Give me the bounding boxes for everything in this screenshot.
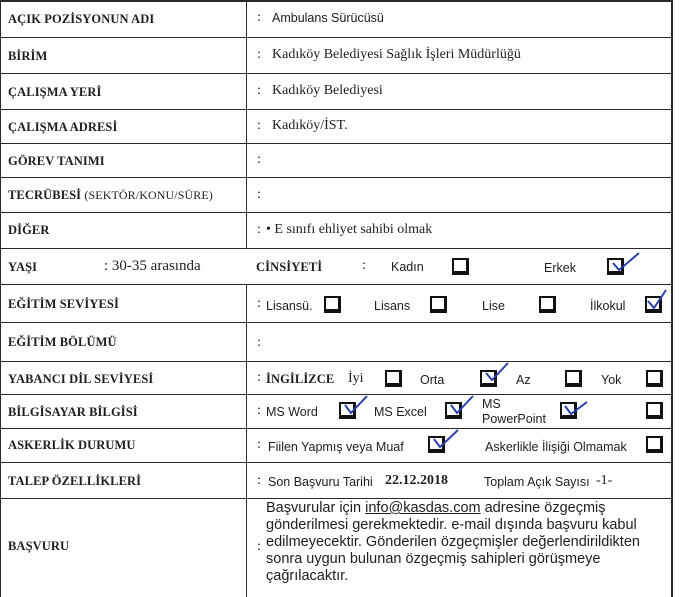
row-askerlik	[0, 429, 672, 463]
row-bilgisayar	[0, 395, 672, 429]
birim-label: BİRİM	[8, 49, 48, 63]
tecrubesi-main: TECRÜBESİ	[8, 188, 82, 202]
dil-colon: :	[257, 370, 261, 385]
ms-powerpoint-line1: MS	[482, 397, 501, 411]
ms-word-label: MS Word	[266, 405, 318, 419]
row-birim	[0, 38, 672, 74]
other-software-checkbox[interactable]	[646, 402, 663, 419]
row-tecrubesi	[0, 178, 672, 213]
tecrubesi-sublabel: (SEKTÖR/KONU/SÜRE)	[84, 188, 213, 202]
basvuru-line-1	[266, 500, 666, 517]
column-divider-bottom	[246, 285, 247, 597]
row-pozisyon	[0, 0, 672, 38]
basvuru-line1-post: adresine özgeçmiş	[480, 500, 606, 516]
row-yasi	[0, 249, 672, 285]
calisma-adresi-colon: :	[257, 118, 261, 133]
diger-colon: :	[257, 222, 261, 237]
row-talep	[0, 463, 672, 499]
ilkokul-checkmark-icon	[646, 288, 668, 310]
acik-sayi-label: Toplam Açık Sayısı	[484, 475, 590, 489]
basvuru-line-4: sonra uygun bulunan özgeçmiş sahipleri görüşmeye	[266, 551, 601, 567]
lise-checkbox[interactable]	[539, 296, 556, 313]
yok-checkbox[interactable]	[646, 370, 663, 387]
talep-label: TALEP ÖZELLİKLERİ	[8, 474, 142, 488]
orta-label: Orta	[420, 373, 445, 387]
diger-value: • E sınıfı ehliyet sahibi olmak	[266, 222, 433, 237]
basvuru-line1-pre: Başvurular için	[266, 500, 366, 516]
calisma-adresi-value: Kadıköy/İST.	[272, 118, 348, 133]
row-calisma-adresi	[0, 110, 672, 144]
bolum-label: EĞİTİM BÖLÜMÜ	[8, 335, 117, 349]
row-diger	[0, 213, 672, 249]
bilgisayar-colon: :	[257, 403, 261, 418]
lisans-checkbox[interactable]	[430, 296, 447, 313]
kadin-label: Kadın	[391, 260, 424, 274]
basvuru-label: BAŞVURU	[8, 539, 70, 553]
gorev-tanimi-colon: :	[257, 152, 261, 167]
ms-powerpoint-checkmark-icon	[563, 397, 589, 417]
row-egitim-bolumu	[0, 323, 672, 362]
tecrubesi-label	[8, 188, 213, 203]
askerlik-colon: :	[257, 437, 261, 452]
lise-label: Lise	[482, 299, 505, 313]
pozisyon-label: AÇIK POZİSYONUN ADI	[8, 12, 155, 26]
son-basvuru-value: 22.12.2018	[385, 473, 448, 488]
lisans-label: Lisans	[374, 299, 411, 313]
diger-label: DİĞER	[8, 223, 50, 237]
yasi-label: YAŞI	[8, 260, 38, 274]
ms-word-checkmark-icon	[343, 395, 369, 415]
row-egitim	[0, 285, 672, 323]
basvuru-line-5: çağrılacaktır.	[266, 568, 349, 584]
dil-adi: İNGİLİZCE	[266, 372, 335, 386]
calisma-yeri-colon: :	[257, 83, 261, 98]
fiilen-yapmis-checkmark-icon	[432, 429, 460, 449]
basvuru-line-3: edilmeyecektir. Gönderilen özgeçmişler değerlendirildikten	[266, 534, 640, 550]
az-checkbox[interactable]	[565, 370, 582, 387]
ms-excel-label: MS Excel	[374, 405, 427, 419]
basvuru-colon: :	[257, 539, 261, 554]
dil-label: YABANCI DİL SEVİYESİ	[8, 372, 154, 386]
cinsiyet-label: CİNSİYETİ	[256, 260, 323, 274]
pozisyon-value: Ambulans Sürücüsü	[272, 11, 384, 25]
ilkokul-label: İlkokul	[590, 299, 626, 313]
yasi-value: : 30-35 arasında	[104, 258, 201, 274]
calisma-yeri-label: ÇALIŞMA YERİ	[8, 85, 102, 99]
lisansu-label: Lisansü.	[266, 299, 313, 313]
column-divider-top	[246, 0, 247, 249]
pozisyon-colon: :	[257, 10, 261, 25]
az-label: Az	[516, 373, 531, 387]
erkek-checkmark-icon	[611, 251, 641, 273]
talep-colon: :	[257, 473, 261, 488]
cinsiyet-colon: :	[362, 258, 366, 273]
ms-powerpoint-line2: PowerPoint	[482, 412, 546, 426]
calisma-yeri-value: Kadıköy Belediyesi	[272, 83, 383, 98]
fiilen-yapmis-label: Fiilen Yapmış veya Muaf	[268, 440, 404, 454]
egitim-label: EĞİTİM SEVİYESİ	[8, 297, 119, 311]
row-yabanci-dil	[0, 362, 672, 395]
kadin-checkbox[interactable]	[452, 258, 469, 275]
acik-sayi-value: -1-	[596, 473, 613, 488]
egitim-colon: :	[257, 296, 261, 311]
orta-checkmark-icon	[484, 362, 510, 382]
birim-colon: :	[257, 47, 261, 62]
askerlik-iliski-label: Askerlikle İlişiği Olmamak	[485, 440, 627, 454]
lisansu-checkbox[interactable]	[324, 296, 341, 313]
askerlik-label: ASKERLİK DURUMU	[8, 438, 136, 452]
iyi-checkbox[interactable]	[385, 370, 402, 387]
bilgisayar-label: BİLGİSAYAR BİLGİSİ	[8, 405, 138, 419]
birim-value: Kadıköy Belediyesi Sağlık İşleri Müdürlüğü	[272, 47, 521, 62]
row-calisma-yeri	[0, 74, 672, 110]
basvuru-email-link[interactable]: info@kasdas.com	[365, 500, 481, 516]
tecrubesi-colon: :	[257, 187, 261, 202]
askerlik-iliski-checkbox[interactable]	[646, 436, 663, 453]
iyi-label: İyi	[348, 371, 364, 386]
basvuru-line-2: gönderilmesi gerekmektedir. e-mail dışında başvuru kabul	[266, 517, 637, 533]
basvuru-text	[266, 500, 666, 585]
calisma-adresi-label: ÇALIŞMA ADRESİ	[8, 120, 118, 134]
gorev-tanimi-label: GÖREV TANIMI	[8, 154, 105, 168]
bolum-colon: :	[257, 335, 261, 350]
erkek-label: Erkek	[544, 261, 576, 275]
yok-label: Yok	[601, 373, 622, 387]
son-basvuru-label: Son Başvuru Tarihi	[268, 475, 373, 489]
row-gorev-tanimi	[0, 144, 672, 178]
ms-excel-checkmark-icon	[449, 395, 475, 415]
